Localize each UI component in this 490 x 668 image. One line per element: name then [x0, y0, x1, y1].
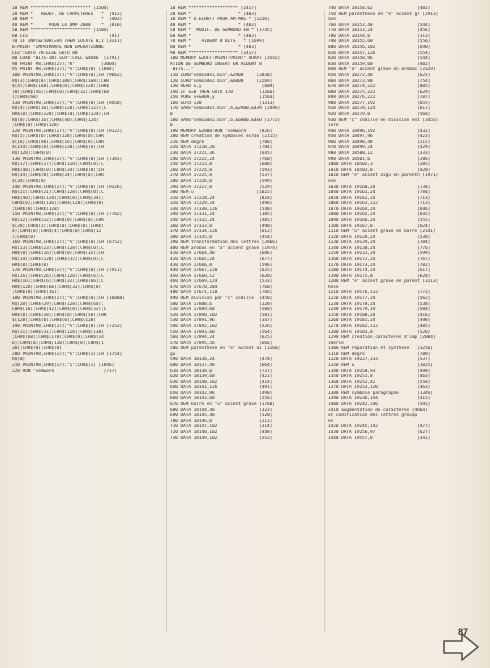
listing-line: HR$(128);CHR$(66);CHR$(32);CHR$(0): [12, 284, 102, 290]
listing-line: 90 PRINT #8,CHR$(27);"K" [3004]: [12, 61, 117, 67]
listing-line: 600 DATA 18137,48 [664]: [170, 363, 273, 368]
listing-line: 420 DATA 17665,24 [677]: [170, 257, 273, 263]
listing-line: hese: [328, 284, 339, 290]
listing-line: 50 REM * MODIF. DE SEMWORD EN * [1745]: [170, 28, 273, 34]
listing-line: 1070 DATA 19164,24 [696]: [328, 206, 431, 212]
listing-line: 1140 DATA 19130,24 [776]: [328, 245, 431, 251]
listing-line: 640 DATA 18141,126 [491]: [170, 385, 273, 391]
listing-line: 1040 DATA 19161,24 [784]: [328, 190, 431, 196]
listing-line: 1100 DATA 19167,0 [624]: [328, 223, 431, 229]
listing-line: 730 DATA 18149,102 [552]: [170, 435, 273, 441]
listing-line: HR$(40);CHR$(0);CHR$(34);CHR$(0);CH: [12, 167, 104, 173]
listing-line: 290 DATA 17227,0 [529]: [170, 184, 273, 190]
listing-line: CHR$(0);CHR$(136);CHR$(128);CHR$(0): [12, 201, 104, 207]
listing-line: 80 LOAD "BITS-INT.SCR":CALL &4D46 [1791]: [12, 56, 120, 62]
listing-line: 410 DATA 17664,48 [686]: [170, 251, 273, 257]
listing-line: 830 DATA 18159,60 [402]: [328, 61, 431, 67]
listing-line: 300 REM u [1025]: [170, 190, 273, 196]
listing-line: 1350 DATA 19251,8 [463]: [328, 374, 431, 380]
listing-line: 980 DATA 18500,12 [333]: [328, 151, 431, 157]
listing-line: 500 DATA 17888,6 [220]: [170, 301, 273, 307]
listing-line: 540 DATA 17892,102 [526]: [170, 323, 273, 329]
listing-line: 250 DATA 17223,0 [600]: [170, 162, 273, 168]
listing-line: LLE":GOTO 70:ELSE GOTO 80: [12, 50, 78, 56]
listing-line: 990 DATA 18501,6 [286]: [328, 156, 431, 162]
listing-line: 220 RUN "semword [717]: [12, 368, 117, 374]
listing-line: $(16);CHR$(40);CHR$(16);CHR$(8);CHR: [12, 139, 104, 145]
listing-line: 770 DATA 18153,24 [456]: [328, 28, 431, 34]
listing-line: 95 PRINT #8,CHR$(27);"%";CHR$(0) [1084]: [12, 67, 115, 73]
listing-line: 50 REM *********************** [1504]: [12, 28, 109, 34]
listing-line: 140 IF x=0 THEN GOTO 170 [1266]: [170, 89, 275, 95]
listing-line: 70 REM * AIDENY 8 BITS * [1699]: [170, 39, 265, 45]
listing-line: 820 DATA 18158,96 [544]: [328, 56, 431, 62]
listing-line: HR$(0);CHR$(18);CHR$(0);CHR$(58);CHR: [12, 312, 107, 318]
listing-line: 860 DATA 18273,98 [754]: [328, 78, 431, 84]
listing-line: $(34);CHR$(0): [12, 178, 47, 184]
listing-line: 200 REM creation de symboles ecran [2115]: [170, 134, 278, 140]
listing-line: 150 PRINT#8,CHR$(27);"%";CHR$(0);CH [7702]: [12, 212, 123, 218]
listing-line: 60 REM * * [403]: [170, 33, 257, 39]
listing-line: 4);CHR$(0);CHR$(4);CHR$(0);CHR$(12: [12, 229, 102, 235]
listing-line: 1050 DATA 19162,24 [713]: [328, 195, 431, 201]
listing-line: R$(128);CHR$(0): [12, 151, 52, 157]
listing-line: 1190 DATA 19175,0 [628]: [328, 273, 431, 279]
listing-line: 6);CHR$(0);CHR$(130);CHR$(0);CHR$(1: [12, 340, 104, 346]
listing-line: 890 DATA 18276,222 [707]: [328, 95, 431, 101]
listing-line: 350 DATA 17332,24 [485]: [170, 217, 273, 223]
listing-line: 940 DATA 18496,192 [432]: [328, 128, 431, 134]
listing-line: 160 PRINT#8,CHR$(27);"%";CHR$(0);CH [6752]: [12, 240, 123, 246]
listing-line: 1330 REM u [1025]: [328, 363, 433, 368]
listing-line: 1370 DATA 19253,120 [463]: [328, 385, 431, 391]
listing-line: 970 DATA 18499,24 [429]: [328, 145, 431, 151]
listing-line: 310 DATA 17228,24 [818]: [170, 195, 273, 201]
listing-line: iere: [328, 123, 339, 129]
listing-line: 1060 DATA 19163,112 [713]: [328, 201, 431, 207]
listing-line: 590 DATA 18136,24 [470]: [170, 357, 273, 363]
listing-line: 0: [170, 111, 173, 117]
listing-line: 40 REM * * [403]: [170, 22, 257, 28]
listing-line: 60 CLS [91]: [12, 33, 120, 39]
listing-line: 850 DATA 18272,48 [625]: [328, 72, 431, 78]
listing-line: 30 REM * * [403]: [12, 17, 123, 23]
listing-line: 630 DATA 18140,102 [414]: [170, 379, 273, 385]
listing-line: 1170 DATA 19173,24 [702]: [328, 262, 431, 268]
listing-line: 180 PRINT#8,CHR$(27);"%";CHR$(0);CH [16008]: [12, 296, 125, 302]
listing-line: ave: [328, 17, 336, 23]
listing-line: 390 REM transformation des lettres [2866]: [170, 240, 278, 246]
listing-line: 0:PRINT "IMPRIMANTE NON OPERATIONNE: [12, 45, 104, 51]
listing-line: 1320 DATA 19227,133 [537]: [328, 357, 431, 363]
listing-line: 130 READ x,y [689]: [170, 84, 275, 90]
listing-line: 1260 DATA 19181,24 [498]: [328, 318, 431, 324]
listing-line: 280 DATA 17226,0 [599]: [170, 178, 273, 184]
listing-line: et codification des lettres grecqu: [328, 413, 418, 419]
listing-line: 360 DATA 17333,0 [490]: [170, 223, 273, 229]
listing-line: 1250 DATA 19180,24 [416]: [328, 312, 431, 318]
listing-line: 790 DATA 18155,60 [556]: [328, 39, 431, 45]
listing-line: 1240 DATA 19179,14 [504]: [328, 307, 431, 313]
listing-line: 120 LOAD"semcode2.bin",&6000 [2269]: [170, 78, 273, 84]
listing-line: 90 REM ******************* [1417]: [170, 50, 257, 56]
listing-line: 560 DATA 17894,24 [625]: [170, 335, 273, 341]
listing-line: 70 IF INP(&F500)=94 THEN LOCATE 8,1 [3311]: [12, 39, 123, 45]
listing-line: 340 DATA 17331,24 [385]: [170, 212, 273, 218]
listing-line: 1420 DATA 19245,142 [477]: [328, 424, 431, 430]
listing-line: ;CHR$(68);CHR$(170);CHR$(0);CHR$(14: [12, 335, 104, 341]
listing-line: 180 SAVE"semcode2.bin",b,&6000,&4E0 [1772]: [170, 117, 281, 123]
listing-line: 270 DATA 17225,0 [537]: [170, 173, 273, 179]
listing-line: 810 DATA 18157,126 [554]: [328, 50, 431, 56]
listing-line: 320 DATA 17229,24 [490]: [170, 201, 273, 207]
listing-line: 1230 DATA 19178,24 [538]: [328, 301, 431, 307]
listing-line: 550 DATA 17893,60 [564]: [170, 329, 273, 335]
listing-line: R$(14);CHR$(128);CHR$(32);CHR$(0);C: [12, 257, 104, 263]
listing-line: 370 DATA 17334,126 [612]: [170, 229, 273, 235]
listing-line: 650 DATA 18142,96 [490]: [170, 390, 273, 396]
listing-line: 40 REM * POUR LA DMP 2000 * [810]: [12, 22, 123, 28]
listing-line: 120 PRINT#8,CHR$(27);"%";CHR$(0);CH [9122]: [12, 128, 123, 134]
listing-line: 10 REM *********************** [1504]: [12, 6, 109, 11]
listing-line: 100 PRINT#8,CHR$(27);"%";CHR$(0);CH [9662]: [12, 72, 123, 78]
listing-line: R$(21);CHR$(21);CHR$(128);CHR$(0);C: [12, 190, 104, 196]
listing-line: 160 GOTO 130 [1313]: [170, 100, 275, 106]
listing-line: CHR$(16);CHR$(42);CHR$(0);CHR$(32);C: [12, 307, 107, 313]
listing-line: 210 PRINT#8,CHR$(27);"I";CHR$(1) [1096]: [12, 363, 115, 368]
page-number: 87: [458, 627, 469, 637]
listing-line: 380 DATA 17335,0 [454]: [170, 234, 273, 240]
listing-line: 100 MEMORY &2DFF:PRINT:PRINT" ADAPT [3542]: [170, 56, 281, 62]
listing-line: R$(5);CHR$(6);CHR$(128);CHR$(0);CHR: [12, 134, 104, 140]
listing-line: R$(17);CHR$(17);CHR$(128);CHR$(0);C: [12, 162, 104, 168]
listing-line: HR$(0);CHR$(0): [12, 262, 49, 268]
listing-line: );CHR$(0): [12, 234, 36, 240]
listing-line: R$(3);CHR$(0);CHR$(100);CHR$(168);CHR: [12, 78, 109, 84]
listing-line: 170 SAVE"semcode1.bin",b,&2900,&439 [2496]: [170, 106, 281, 112]
listing-line: 950 DATA 18497,96 [423]: [328, 134, 431, 140]
listing-line: R$(0): [12, 357, 26, 363]
listing-line: 1340 DATA 19250,93 [490]: [328, 368, 431, 374]
listing-line: gu: [170, 351, 176, 357]
listing-line: 690 DATA 18145,48 [520]: [170, 413, 273, 419]
listing-line: 1180 DATA 19174,24 [617]: [328, 268, 431, 274]
listing-line: 490 REM division par "c" cedille [458]: [170, 296, 273, 302]
listing-line: ;CHR$(0);CHR$(128): [12, 206, 60, 212]
listing-line: HR$(40);CHR$(128);CHR$(0);CHR$(34);: [12, 195, 104, 201]
listing-line: R$(0);CHR$(16);CHR$(40);CHR$(124): [12, 117, 99, 123]
listing-line: 610 DATA 18138,0 [737]: [170, 368, 273, 374]
listing-line: 660 DATA 18143,60 [556]: [170, 396, 273, 402]
listing-line: 1080 DATA 19165,24 [645]: [328, 212, 431, 218]
listing-line: 700 DATA 18146,0 [211]: [170, 418, 273, 424]
listing-line: R$(34);CHR$(0);CHR$(34);CHR$(0);CHR: [12, 173, 104, 179]
listing-line: R$(28);CHR$(29);CHR$(128);CHR$(64);: [12, 301, 104, 307]
listing-line: 110 PRINT#8,CHR$(27);"%";CHR$(0);CH [9450]: [12, 100, 123, 106]
listing-line: ;CHR$(0);CHR$(128): [12, 123, 60, 129]
listing-line: 220 DATA 17220,28 [784]: [170, 145, 273, 151]
listing-line: 680 DATA 18144,48 [323]: [170, 407, 273, 413]
listing-line: 80 REM * * [403]: [170, 45, 257, 51]
listing-line: 330 DATA 17330,126 [540]: [170, 206, 273, 212]
listing-line: 20 REM * * [403]: [170, 11, 257, 17]
listing-column-1: [12, 6, 164, 634]
listing-line: 450 DATA 17668,12 [620]: [170, 273, 273, 279]
listing-line: 750 REM parenthese en "e" accent gr [2913]: [328, 11, 439, 17]
listing-line: R$(4);CHR$(16);CHR$(128);CHR$(127);C: [12, 106, 107, 112]
listing-line: 110 LOAD"semcode1.bin",&2900 [2038]: [170, 72, 273, 78]
listing-line: 240 DATA 17222,24 [760]: [170, 156, 273, 162]
listing-line: R$(23);CHR$(23);CHR$(128);CHR$(0);C: [12, 245, 104, 251]
listing-line: 530 DATA 17891,96 [347]: [170, 318, 273, 324]
listing-line: HR$(0);CHR$(128);CHR$(0);CHR$(124);CH: [12, 111, 109, 117]
listing-line: 1290 REM creation caracteres d'imp [2084]: [328, 335, 436, 341]
listing-line: 1410 augmentation de caracteres [4664]: [328, 407, 428, 413]
listing-line: 480 DATA 17671,118 [766]: [170, 290, 273, 296]
listing-line: 1120 DATA 19128,24 [538]: [328, 234, 431, 240]
listing-line: 400 REM arobas en "a" accent grave [1974]: [170, 245, 278, 251]
listing-line: 1210 DATA 19176,112 [772]: [328, 290, 431, 296]
listing-line: ese: [328, 178, 336, 184]
column-divider: [324, 10, 325, 632]
listing-line: 920 DATA 18279,0 [568]: [328, 111, 431, 117]
listing-line: 1200 REM "e" accent grave en parent [3113]: [328, 279, 439, 285]
listing-line: $(128);CHR$(0);CHR$(0);CHR$(128): [12, 318, 96, 324]
listing-line: 1030 DATA 19160,24 [738]: [328, 184, 431, 190]
listing-line: 130 PRINT#8,CHR$(27);"%";CHR$(0);CH [7365]: [12, 156, 123, 162]
listing-line: 1440 DATA 19557,0 [341]: [328, 435, 431, 441]
listing-line: 1090 DATA 19166,24 [555]: [328, 217, 431, 223]
listing-line: 470 DATA 17670,204 [760]: [170, 284, 273, 290]
listing-line: 930 REM "c" cedille en division ent [3455]: [328, 117, 439, 123]
listing-line: 30);CHR$(0);CHR$(0): [12, 346, 62, 352]
listing-line: ATION DE SEMWORD INSERT EN AIDENY 8: [170, 61, 262, 67]
listing-line: 1150 DATA 19131,24 [599]: [328, 251, 431, 257]
listing-line: $(28);CHR$(2);CHR$(0);CHR$(0);CHR$(: [12, 223, 104, 229]
listing-line: imerie: [328, 340, 344, 346]
listing-line: HR$(16);CHR$(6);CHR$(32);CHR$(66);C: [12, 279, 104, 285]
listing-line: 1380 REM symbole paragraphe [1346]: [328, 390, 433, 396]
listing-line: 200 PRINT#8,CHR$(27);"%";CHR$(1);CH [1754]: [12, 351, 123, 357]
listing-line: 670 REM barre en "u" accent grave [1760]: [170, 402, 275, 408]
listing-line: 780 DATA 18154,0 [313]: [328, 33, 431, 39]
listing-line: 190 PRINT#8,CHR$(27);"%";CHR$(0);CH [7253]: [12, 323, 123, 329]
listing-line: 1270 DATA 19182,112 [485]: [328, 323, 431, 329]
listing-line: (0);CHR$(56);CHR$(0);CHR$(32);CHR$(68: [12, 89, 109, 95]
listing-line: BITS...": [170, 67, 194, 73]
listing-line: 460 DATA 17669,124 [533]: [170, 279, 273, 285]
listing-line: 1310 REM degre [708]: [328, 351, 431, 357]
listing-line: 20 REM * REDEF. DE CARACTERES * [912]: [12, 11, 123, 17]
listing-line: 740 DATA 18150,62 [482]: [328, 6, 431, 11]
listing-line: 30 REM * D.ECHOTT POUR AM MAG * [1226]: [170, 17, 270, 23]
listing-line: $(154);CHR$(0);CHR$(138);CHR$(4);CH: [12, 145, 104, 151]
listing-line: 230 DATA 17221,36 [645]: [170, 151, 273, 157]
listing-line: 1390 DATA 19236,144 [415]: [328, 396, 431, 402]
listing-line: );CHR$(68): [12, 95, 39, 101]
listing-line: 1110 REM "u" accent grave en barre [2141]: [328, 229, 436, 235]
listing-line: 520 DATA 17890,102 [501]: [170, 312, 273, 318]
listing-line: R$(31);CHR$(31);CHR$(128);CHR$(130): [12, 329, 104, 335]
listing-line: 880 DATA 18275,222 [629]: [328, 89, 431, 95]
listing-line: 1010 DATA 18503,0 [420]: [328, 167, 431, 173]
column-divider: [166, 10, 167, 632]
listing-line: es: [328, 418, 334, 424]
listing-line: 900 DATA 18277,192 [655]: [328, 100, 431, 106]
listing-line: R$(22);CHR$(22);CHR$(0);CHR$(0);CHR: [12, 217, 104, 223]
listing-line: 960 DATA 18498,48 [215]: [328, 139, 431, 145]
listing-line: 1430 DATA 19256,97 [627]: [328, 429, 431, 435]
listing-line: 10 REM ******************* [1417]: [170, 6, 257, 11]
listing-line: 260 DATA 17224,0 [593]: [170, 167, 273, 173]
listing-line: 1160 DATA 19172,24 [767]: [328, 257, 431, 263]
listing-line: 1280 DATA 19183,0 [520]: [328, 329, 431, 335]
listing-line: 0: [170, 123, 173, 129]
listing-line: 1220 DATA 19177,24 [562]: [328, 296, 431, 302]
listing-line: ;CHR$(0);CHR$(16);: [12, 290, 60, 296]
listing-line: R$(26);CHR$(26);CHR$(128);CHR$(6);C: [12, 273, 104, 279]
listing-line: 510 DATA 17889,60 [500]: [170, 307, 273, 313]
listing-column-3: [328, 6, 480, 634]
listing-line: 710 DATA 18147,102 [314]: [170, 424, 273, 430]
listing-line: 1130 DATA 19129,24 [704]: [328, 240, 431, 246]
listing-line: 570 DATA 17895,56 [666]: [170, 340, 273, 346]
listing-line: 1360 DATA 19252,42 [558]: [328, 379, 431, 385]
listing-line: 140 PRINT#8,CHR$(27);"%";CHR$(0);CH [9326]: [12, 184, 123, 190]
listing-line: 190 MEMORY &2000:RUN "semword [826]: [170, 128, 273, 134]
listing-line: 210 REM degre [708]: [170, 139, 273, 145]
listing-line: 430 DATA 17666,0 [596]: [170, 262, 273, 268]
listing-line: 840 REM "a" accent grave en arobas [2329]: [328, 67, 436, 73]
listing-line: 170 PRINT#8,CHR$(27);"%";CHR$(0);CH [7911]: [12, 268, 123, 274]
listing-line: 760 DATA 18152,48 [544]: [328, 22, 431, 28]
listing-line: 1400 DATA 19242,146 [592]: [328, 402, 431, 408]
listing-column-2: [170, 6, 322, 634]
listing-line: $(4);CHR$(168);CHR$(0);CHR$(128);CHR$: [12, 84, 109, 90]
listing-line: 440 DATA 17667,120 [625]: [170, 268, 273, 274]
listing-line: 870 DATA 18274,222 [805]: [328, 84, 431, 90]
listing-line: 910 DATA 18278,124 [617]: [328, 106, 431, 112]
listing-line: 800 DATA 18156,102 [690]: [328, 45, 431, 51]
listing-line: 720 DATA 18148,102 [448]: [170, 429, 273, 435]
listing-line: 1300 REM reparation et synthese [3256]: [328, 346, 433, 352]
listing-line: 620 DATA 18139,60 [421]: [170, 374, 273, 380]
listing-line: 1000 DATA 18502,3 [205]: [328, 162, 431, 168]
listing-line: HR$(0);CHR$(16);CHR$(0);CHR$(32);CH: [12, 251, 104, 257]
listing-line: 150 POKE x+&909,y [1564]: [170, 95, 275, 101]
listing-line: 580 REM parenthese en "e" accent ai [1260]: [170, 346, 281, 352]
listing-line: 1020 REM "e" accent aigu en parenth [1971]: [328, 173, 439, 179]
